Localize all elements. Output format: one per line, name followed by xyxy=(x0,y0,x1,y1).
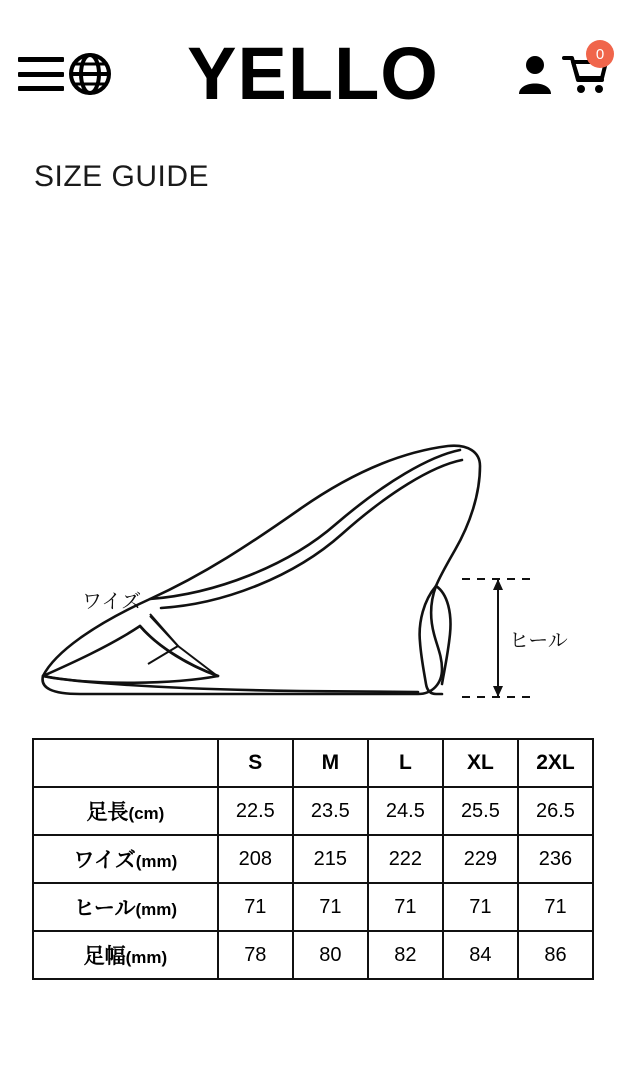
column-header-2xl: 2XL xyxy=(518,739,593,787)
cell-foot-width-m: 80 xyxy=(293,931,368,979)
row-label: 足幅 xyxy=(83,945,126,968)
cell-heel-l: 71 xyxy=(368,883,443,931)
row-label: ワイズ xyxy=(73,849,136,872)
cell-foot-length-s: 22.5 xyxy=(218,787,293,835)
table-corner-cell xyxy=(33,739,218,787)
globe-icon[interactable] xyxy=(68,52,112,96)
table-row xyxy=(33,787,593,835)
site-header xyxy=(0,0,626,148)
row-unit: (mm) xyxy=(125,948,168,967)
row-header-foot-length xyxy=(33,787,218,835)
cell-width-l: 222 xyxy=(368,835,443,883)
cell-width-xl: 229 xyxy=(443,835,518,883)
header-right-controls xyxy=(518,45,608,96)
cell-foot-width-xl: 84 xyxy=(443,931,518,979)
cell-foot-width-s: 78 xyxy=(218,931,293,979)
row-header-width xyxy=(33,835,218,883)
person-icon[interactable] xyxy=(518,54,552,94)
row-unit: (cm) xyxy=(128,804,165,823)
table-header-row xyxy=(33,739,593,787)
column-header-s: S xyxy=(218,739,293,787)
cell-width-s: 208 xyxy=(218,835,293,883)
hamburger-icon[interactable] xyxy=(18,57,64,91)
cell-width-2xl: 236 xyxy=(518,835,593,883)
cell-heel-2xl: 71 xyxy=(518,883,593,931)
cell-foot-width-l: 82 xyxy=(368,931,443,979)
hamburger-bar xyxy=(18,72,64,77)
cart-count-badge: 0 xyxy=(586,40,614,68)
cart-button[interactable] xyxy=(562,45,608,96)
table-row xyxy=(33,835,593,883)
cell-foot-width-2xl: 86 xyxy=(518,931,593,979)
cell-heel-m: 71 xyxy=(293,883,368,931)
row-label: ヒール xyxy=(73,897,136,920)
row-unit: (mm) xyxy=(135,900,178,919)
pump-side-view xyxy=(43,446,480,694)
column-header-m: M xyxy=(293,739,368,787)
brand-logo: YELLO xyxy=(187,32,439,115)
size-table-wrapper xyxy=(0,738,626,980)
table-row xyxy=(33,931,593,979)
cell-foot-length-l: 24.5 xyxy=(368,787,443,835)
heel-measure-group xyxy=(462,579,568,697)
shoe-measurement-diagram xyxy=(0,194,626,734)
table-row xyxy=(33,883,593,931)
cell-foot-length-m: 23.5 xyxy=(293,787,368,835)
width-label-group xyxy=(82,589,216,675)
hamburger-bar xyxy=(18,86,64,91)
page-title: SIZE GUIDE xyxy=(34,160,210,193)
column-header-l: L xyxy=(368,739,443,787)
cell-heel-s: 71 xyxy=(218,883,293,931)
column-header-xl: XL xyxy=(443,739,518,787)
row-header-heel xyxy=(33,883,218,931)
cell-foot-length-xl: 25.5 xyxy=(443,787,518,835)
hamburger-bar xyxy=(18,57,64,62)
cell-foot-length-2xl: 26.5 xyxy=(518,787,593,835)
label-waisu: ワイズ xyxy=(82,589,142,613)
header-left-controls xyxy=(18,52,112,96)
row-header-foot-width xyxy=(33,931,218,979)
row-label: 足長 xyxy=(86,801,129,824)
row-unit: (mm) xyxy=(135,852,178,871)
cell-heel-xl: 71 xyxy=(443,883,518,931)
size-table xyxy=(32,738,594,980)
cell-width-m: 215 xyxy=(293,835,368,883)
label-heel: ヒール xyxy=(509,628,568,652)
